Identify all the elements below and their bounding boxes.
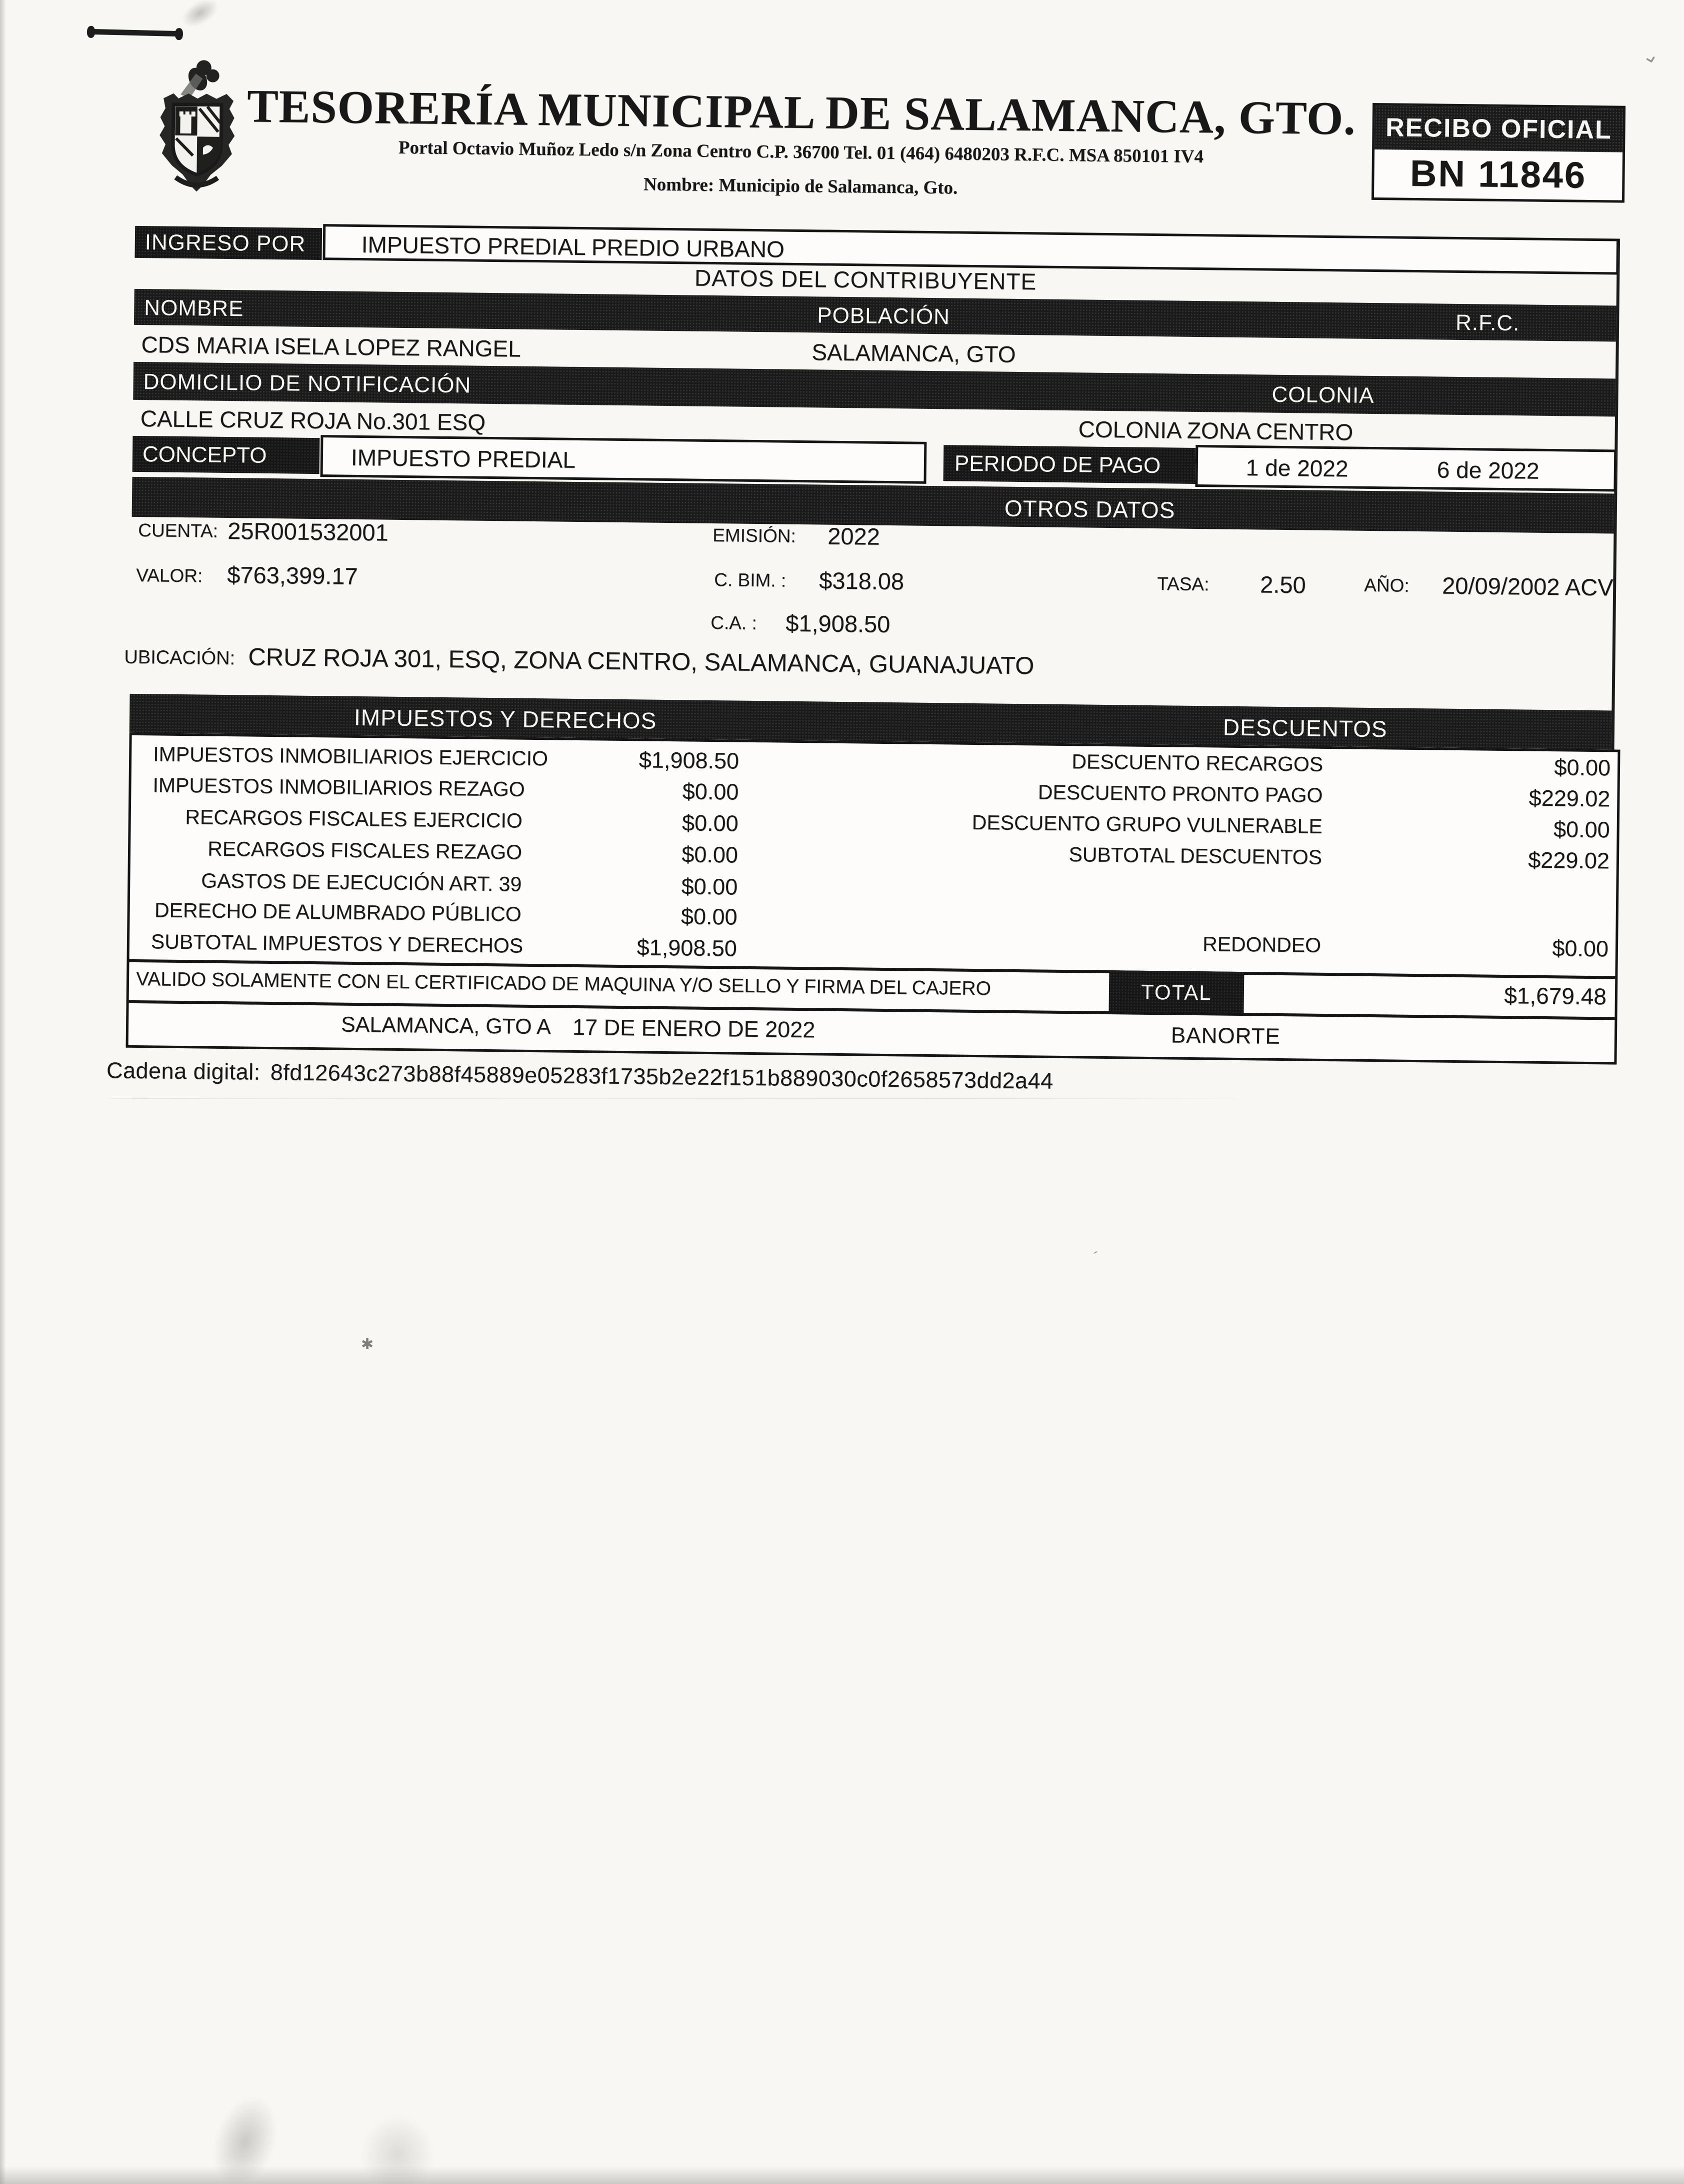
impuestos-subtotal-label: SUBTOTAL IMPUESTOS Y DERECHOS [150, 930, 524, 957]
ca-label: C.A. : [710, 612, 758, 634]
total-label-box: TOTAL [1108, 970, 1244, 1015]
periodo-label-box [944, 445, 1196, 484]
colonia-label: COLONIA [1272, 382, 1374, 408]
contribuyente-nombre: CDS MARIA ISELA LOPEZ RANGEL [141, 331, 522, 362]
coat-of-arms-logo [146, 56, 248, 222]
header-address: Portal Octavio Muñoz Ledo s/n Zona Centro C.P. 36700 Tel. 01 (464) 6480203 R.F.C. MSA 850101 IV4 [398, 137, 1204, 167]
otros-datos-title: OTROS DATOS [1004, 495, 1176, 523]
concepto-value: IMPUESTO PREDIAL [350, 444, 576, 473]
charges-discounts-table [126, 733, 1620, 1065]
footer-banco: BANORTE [1170, 1023, 1281, 1049]
impuestos-row-value: $1,908.50 [638, 747, 740, 774]
redondeo-value: $0.00 [1552, 935, 1609, 962]
valor-value: $763,399.17 [227, 561, 358, 589]
tasa-label: TASA: [1156, 573, 1210, 595]
ubicacion-value: CRUZ ROJA 301, ESQ, ZONA CENTRO, SALAMANCA, GUANAJUATO [248, 643, 1034, 680]
valido-text: VALIDO SOLAMENTE CON EL CERTIFICADO DE MAQUINA Y/O SELLO Y FIRMA DEL CAJERO [136, 968, 992, 1000]
cadena-digital-label: Cadena digital: [106, 1057, 261, 1085]
impuestos-row-value: $0.00 [682, 810, 739, 836]
descuentos-row-label: DESCUENTO GRUPO VULNERABLE [972, 810, 1322, 838]
receipt-number: BN 11846 [1410, 152, 1587, 196]
descuentos-row-value: $0.00 [1553, 816, 1610, 843]
descuentos-subtotal-value: $229.02 [1528, 847, 1610, 874]
official-receipt-box [1372, 103, 1626, 203]
impuestos-row-value: $0.00 [681, 873, 738, 900]
paper-crease-artifact [105, 1098, 1265, 1099]
contribuyente-colonia: COLONIA ZONA CENTRO [1078, 416, 1354, 445]
impuestos-header: IMPUESTOS Y DERECHOS [354, 704, 657, 734]
poblacion-label: POBLACIÓN [816, 303, 950, 329]
scan-edge-bottom [0, 2166, 1684, 2184]
nombre-label: NOMBRE [144, 295, 244, 321]
descuentos-row-label: DESCUENTO PRONTO PAGO [1038, 780, 1323, 807]
impuestos-row-value: $0.00 [680, 903, 738, 930]
descuentos-subtotal-label: SUBTOTAL DESCUENTOS [1068, 843, 1322, 869]
contribuyente-poblacion: SALAMANCA, GTO [812, 339, 1016, 367]
periodo-label: PERIODO DE PAGO [954, 451, 1161, 478]
rfc-label: R.F.C. [1455, 310, 1520, 336]
ingreso-por-label: INGRESO POR [144, 230, 306, 256]
pen-check-artifact: ⌄ [1638, 41, 1662, 69]
ingreso-por-value: IMPUESTO PREDIAL PREDIO URBANO [361, 231, 785, 262]
impuestos-row-label: GASTOS DE EJECUCIÓN ART. 39 [201, 869, 522, 896]
cadena-digital-value: 8fd12643c273b88f45889e05283f1735b2e22f151b889030c0f2658573dd2a44 [270, 1059, 1054, 1094]
cadena-digital-line [106, 1057, 1054, 1094]
footer-lugar: SALAMANCA, GTO A [340, 1012, 552, 1039]
ingreso-por-label-box [134, 226, 322, 260]
impuestos-row-label: RECARGOS FISCALES REZAGO [208, 837, 522, 864]
periodo-fin: 6 de 2022 [1436, 456, 1540, 484]
impuestos-subtotal-value: $1,908.50 [636, 934, 738, 961]
concepto-label-box [132, 436, 320, 474]
ink-speck-artifact: ✱ [361, 1336, 374, 1353]
emision-label: EMISIÓN: [712, 525, 796, 546]
emision-value: 2022 [827, 522, 880, 550]
page-title: TESORERÍA MUNICIPAL DE SALAMANCA, GTO. [246, 80, 1356, 145]
descuentos-row-label: DESCUENTO RECARGOS [1072, 750, 1324, 776]
header-issuer: Nombre: Municipio de Salamanca, Gto. [643, 174, 958, 198]
tasa-value: 2.50 [1260, 571, 1306, 598]
impuestos-row-label: IMPUESTOS INMOBILIARIOS REZAGO [152, 773, 525, 801]
cbim-value: $318.08 [818, 567, 904, 595]
descuentos-header: DESCUENTOS [1222, 714, 1388, 742]
domicilio-label: DOMICILIO DE NOTIFICACIÓN [143, 369, 472, 398]
impuestos-row-label: DERECHO DE ALUMBRADO PÚBLICO [154, 898, 522, 926]
cuenta-label: CUENTA: [138, 519, 218, 541]
valor-label: VALOR: [136, 564, 203, 586]
impuestos-row-label: IMPUESTOS INMOBILIARIOS EJERCICIO [152, 742, 548, 770]
ink-speck-artifact: ´ [1090, 1248, 1100, 1268]
descuentos-row-value: $0.00 [1554, 754, 1611, 781]
cuenta-value: 25R001532001 [228, 517, 389, 546]
anio-label: AÑO: [1364, 574, 1410, 596]
redondeo-label: REDONDEO [1202, 932, 1322, 957]
receipt-label: RECIBO OFICIAL [1374, 105, 1623, 152]
ca-value: $1,908.50 [785, 609, 890, 638]
periodo-inicio: 1 de 2022 [1246, 454, 1348, 482]
ubicacion-label: UBICACIÓN: [124, 646, 236, 669]
total-value: $1,679.48 [1504, 982, 1607, 1010]
cbim-label: C. BIM. : [714, 569, 786, 591]
descuentos-row-value: $229.02 [1528, 785, 1610, 812]
concepto-value-box [320, 435, 927, 484]
scan-edge-left [0, 0, 6, 2184]
impuestos-row-value: $0.00 [682, 778, 739, 805]
impuestos-row-label: RECARGOS FISCALES EJERCICIO [185, 805, 523, 832]
footer-fecha: 17 DE ENERO DE 2022 [572, 1014, 816, 1043]
impuestos-row-value: $0.00 [682, 841, 738, 868]
concepto-label: CONCEPTO [142, 442, 267, 468]
contribuyente-domicilio: CALLE CRUZ ROJA No.301 ESQ [140, 405, 486, 435]
periodo-value-box [1195, 445, 1616, 492]
anio-value: 20/09/2002 ACV [1442, 572, 1614, 601]
section-title-contribuyente: DATOS DEL CONTRIBUYENTE [694, 264, 1037, 295]
